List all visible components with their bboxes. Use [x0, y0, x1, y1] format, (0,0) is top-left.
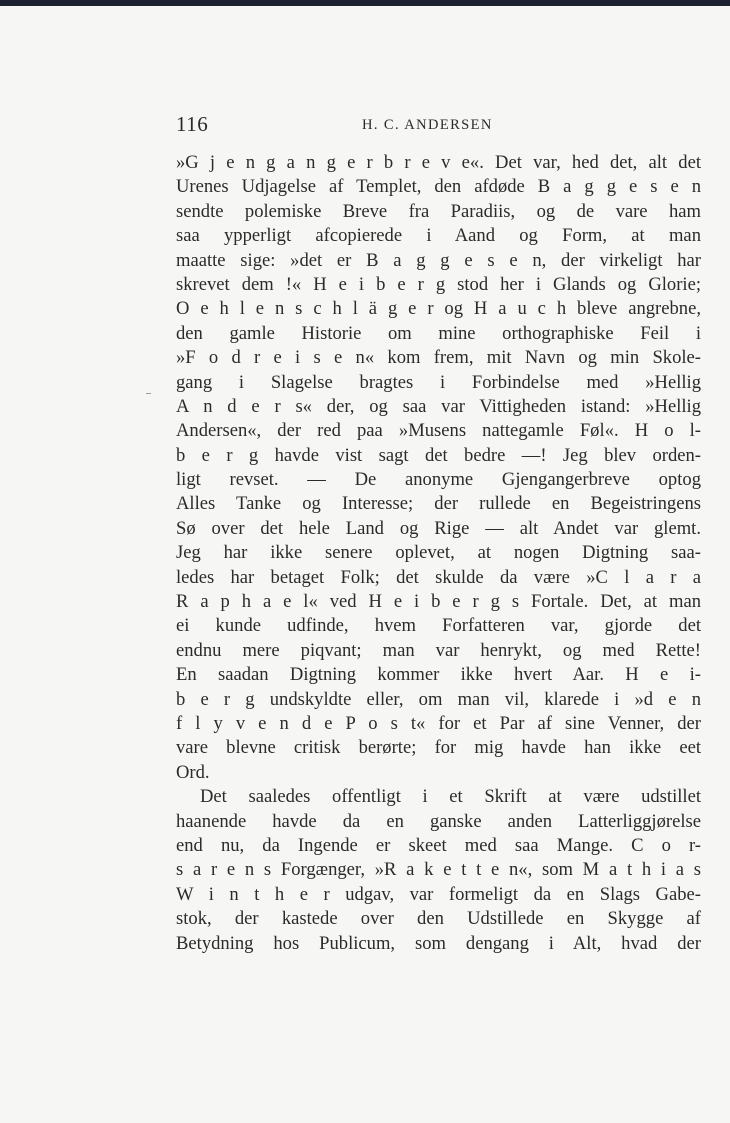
text-line: Betydning hos Publicum, som dengang i Alt, hvad der: [176, 932, 701, 954]
page-header: [176, 112, 700, 140]
text-line: A n d e r s« der, og saa var Vittigheden istand: »Hellig: [176, 395, 701, 417]
text-line: skrevet dem !« H e i b e r g stod her i Glands og Glorie;: [176, 273, 701, 295]
text-line: gang i Slagelse bragtes i Forbindelse med »Hellig: [176, 371, 701, 393]
paragraph: [176, 785, 701, 956]
body-text: [176, 151, 701, 956]
text-line: »F o d r e i s e n« kom frem, mit Navn og min Skole-: [176, 347, 701, 369]
text-line: sendte polemiske Breve fra Paradiis, og de vare ham: [176, 200, 701, 222]
text-line: end nu, da Ingende er skeet med saa Mange. C o r-: [176, 834, 701, 856]
text-line: Sø over det hele Land og Rige — alt Andet var glemt.: [176, 517, 701, 539]
text-line: s a r e n s Forgænger, »R a k e t t e n«, som M a t h i a s: [176, 859, 701, 881]
running-title: H. C. ANDERSEN: [362, 117, 493, 133]
text-line: vare blevne critisk berørte; for mig havde han ikke eet: [176, 737, 701, 759]
text-line: ligt revset. — De anonyme Gjengangerbreve optog: [176, 469, 701, 491]
text-line: R a p h a e l« ved H e i b e r g s Fortale. Det, at man: [176, 591, 701, 613]
page-number: 116: [176, 112, 209, 136]
text-line: Alles Tanke og Interesse; der rullede en Begeistringens: [176, 493, 701, 515]
margin-mark: [146, 393, 151, 394]
paragraph: [176, 151, 701, 785]
text-line: Andersen«, der red paa »Musens nattegamle Føl«. H o l-: [176, 420, 701, 442]
text-line: En saadan Digtning kommer ikke hvert Aar. H e i-: [176, 664, 701, 686]
text-line: ledes har betaget Folk; det skulde da være »C l a r a: [176, 566, 701, 588]
text-line: Jeg har ikke senere oplevet, at nogen Digtning saa-: [176, 542, 701, 564]
text-line: f l y v e n d e P o s t« for et Par af sine Venner, der: [176, 712, 701, 734]
text-line: stok, der kastede over den Udstillede en Skygge af: [176, 908, 701, 930]
text-line: den gamle Historie om mine orthographiske Feil i: [176, 322, 701, 344]
text-line: saa ypperligt afcopierede i Aand og Form, at man: [176, 225, 701, 247]
text-line: Urenes Udjagelse af Templet, den afdøde B a g g e s e n: [176, 176, 701, 198]
text-line: W i n t h e r udgav, var formeligt da en Slags Gabe-: [176, 883, 701, 905]
text-line: »G j e n g a n g e r b r e v e«. Det var, hed det, alt det: [176, 152, 701, 173]
text-line: maatte sige: »det er B a g g e s e n, der virkeligt har: [176, 249, 701, 271]
text-line: endnu mere piqvant; man var henrykt, og med Rette!: [176, 639, 701, 661]
text-line: O e h l e n s c h l ä g e r og H a u c h bleve angrebne,: [176, 298, 701, 320]
text-line: haanende havde da en ganske anden Latterliggjørelse: [176, 810, 701, 832]
text-line: Det saaledes offentligt i et Skrift at være udstillet: [200, 786, 701, 808]
text-line: Ord.: [176, 761, 210, 783]
text-line: ei kunde udfinde, hvem Forfatteren var, gjorde det: [176, 615, 701, 637]
text-line: b e r g havde vist sagt det bedre —! Jeg blev orden-: [176, 444, 701, 466]
text-line: b e r g undskyldte eller, om man vil, klarede i »d e n: [176, 688, 701, 710]
